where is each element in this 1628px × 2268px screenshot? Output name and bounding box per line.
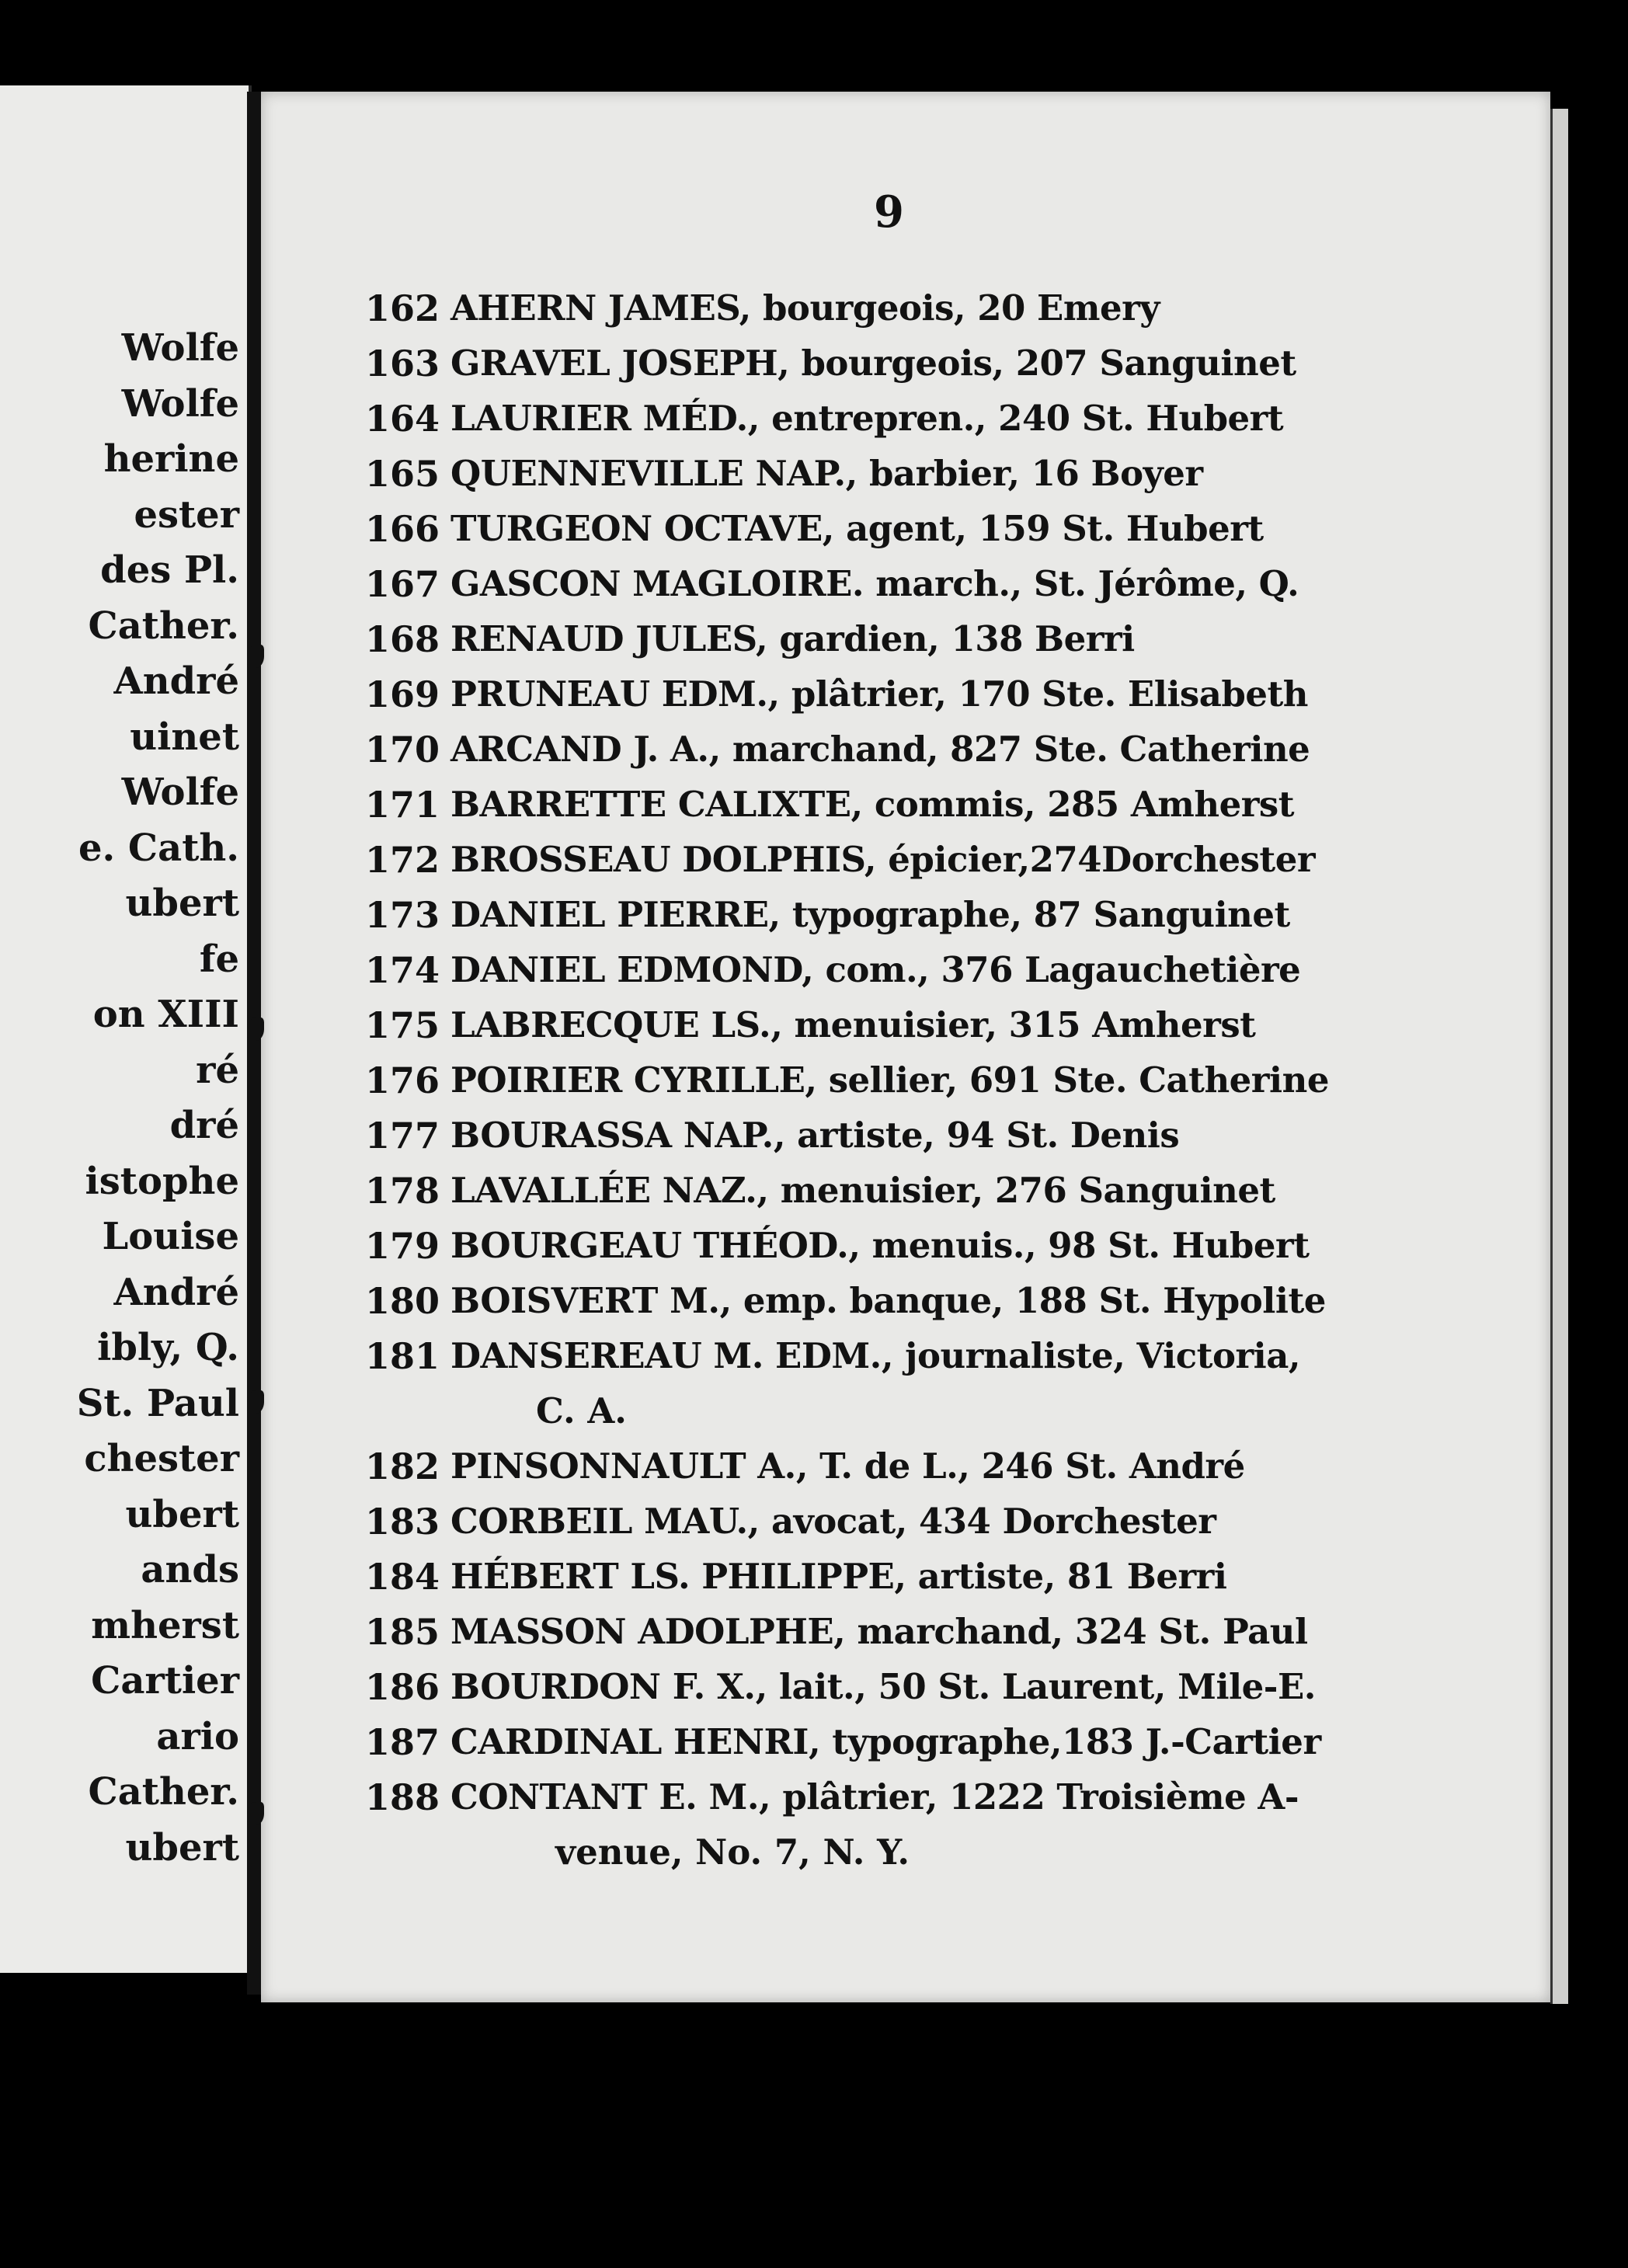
- left-page-fragment: André: [113, 1270, 239, 1314]
- margin-mark: [247, 645, 264, 668]
- page-number: 9: [874, 186, 904, 238]
- entry-number: 163: [365, 343, 440, 384]
- left-page-fragment: Wolfe: [121, 326, 239, 370]
- entry-text: QUENNEVILLE NAP., barbier, 16 Boyer: [450, 453, 1203, 494]
- entry-number: 164: [365, 398, 440, 440]
- entry-number: 165: [365, 453, 440, 495]
- entry-text: BOURDON F. X., lait., 50 St. Laurent, Mile-E.: [450, 1666, 1316, 1707]
- entry-number: 186: [365, 1666, 440, 1708]
- left-page-fragment: ario: [156, 1714, 239, 1758]
- right-page-edge: [1550, 109, 1568, 2004]
- left-page-fragment: ubert: [125, 1492, 239, 1536]
- entry-text: CARDINAL HENRI, typographe,183 J.-Cartier: [450, 1721, 1321, 1762]
- entry-text: BOURGEAU THÉOD., menuis., 98 St. Hubert: [450, 1225, 1310, 1266]
- entry-number: 185: [365, 1611, 440, 1653]
- entry-number: 188: [365, 1776, 440, 1818]
- left-page-fragment: ré: [196, 1048, 239, 1092]
- left-page-fragment: ands: [141, 1548, 239, 1591]
- left-page-fragment: istophe: [85, 1159, 239, 1203]
- entry-number: 176: [365, 1059, 440, 1101]
- entry-text: MASSON ADOLPHE, marchand, 324 St. Paul: [450, 1611, 1308, 1652]
- entry-text: POIRIER CYRILLE, sellier, 691 Ste. Catherine: [450, 1059, 1329, 1101]
- entry-number: 168: [365, 618, 440, 660]
- left-page-fragment: dré: [169, 1104, 239, 1147]
- entry-number: 180: [365, 1280, 440, 1322]
- left-page-fragment: Wolfe: [121, 381, 239, 426]
- left-page-fragment: ester: [134, 492, 239, 537]
- entry-number: 182: [365, 1445, 440, 1487]
- entry-number: 187: [365, 1721, 440, 1763]
- entry-number: 178: [365, 1170, 440, 1212]
- book-gutter: [247, 92, 261, 1995]
- entry-text: BROSSEAU DOLPHIS, épicier,274Dorchester: [450, 839, 1316, 880]
- left-page-fragment: Louise: [102, 1215, 239, 1258]
- entry-number: 175: [365, 1004, 440, 1046]
- left-page-fragment: St. Paul: [76, 1381, 239, 1425]
- left-page-fragment: chester: [84, 1437, 239, 1480]
- entry-text: RENAUD JULES, gardien, 138 Berri: [450, 618, 1135, 659]
- left-page-fragment: on XIII: [92, 993, 239, 1036]
- entry-text: PINSONNAULT A., T. de L., 246 St. André: [450, 1445, 1245, 1487]
- left-page-fragment: ubert: [125, 1825, 239, 1870]
- left-page-fragment: des Pl.: [100, 548, 239, 592]
- left-page-fragment: e. Cath.: [78, 826, 239, 870]
- entry-number: 162: [365, 287, 440, 329]
- entry-number: 173: [365, 894, 440, 936]
- entry-text: CORBEIL MAU., avocat, 434 Dorchester: [450, 1501, 1216, 1542]
- entry-text: BOURASSA NAP., artiste, 94 St. Denis: [450, 1115, 1180, 1156]
- left-page-fragment: Cather.: [88, 1770, 239, 1814]
- entry-number: 167: [365, 563, 440, 605]
- entry-text: LABRECQUE LS., menuisier, 315 Amherst: [450, 1004, 1256, 1045]
- entry-continuation: venue, No. 7, N. Y.: [555, 1831, 910, 1873]
- entry-text: LAURIER MÉD., entrepren., 240 St. Hubert: [450, 398, 1284, 439]
- entry-text: LAVALLÉE NAZ., menuisier, 276 Sanguinet: [450, 1170, 1275, 1211]
- entry-number: 171: [365, 784, 440, 826]
- left-page-fragment: Cartier: [91, 1659, 239, 1703]
- entry-text: ARCAND J. A., marchand, 827 Ste. Catherine: [450, 729, 1310, 770]
- entry-text: PRUNEAU EDM., plâtrier, 170 Ste. Elisabeth: [450, 673, 1308, 715]
- entry-number: 169: [365, 673, 440, 715]
- entry-text: BARRETTE CALIXTE, commis, 285 Amherst: [450, 784, 1295, 825]
- entry-text: DANSEREAU M. EDM., journaliste, Victoria,: [450, 1335, 1301, 1376]
- left-page-fragment: mherst: [91, 1603, 239, 1647]
- left-page-fragment: Cather.: [88, 604, 239, 648]
- entry-text: GASCON MAGLOIRE. march., St. Jérôme, Q.: [450, 563, 1299, 604]
- entry-text: HÉBERT LS. PHILIPPE, artiste, 81 Berri: [450, 1556, 1227, 1597]
- left-page-fragment: herine: [103, 437, 239, 481]
- margin-mark: [247, 1017, 264, 1041]
- entry-text: TURGEON OCTAVE, agent, 159 St. Hubert: [450, 508, 1264, 549]
- entry-number: 170: [365, 729, 440, 770]
- entry-text: DANIEL EDMOND, com., 376 Lagauchetière: [450, 949, 1301, 990]
- left-page-fragment: André: [113, 659, 239, 703]
- entry-number: 172: [365, 839, 440, 881]
- left-page-fragment: ibly, Q.: [97, 1326, 239, 1369]
- entry-text: CONTANT E. M., plâtrier, 1222 Troisième A-: [450, 1776, 1299, 1818]
- left-page-fragment: fe: [199, 937, 239, 981]
- entry-text: AHERN JAMES, bourgeois, 20 Emery: [450, 287, 1160, 329]
- entry-number: 166: [365, 508, 440, 550]
- entry-number: 181: [365, 1335, 440, 1377]
- left-page-fragment: ubert: [125, 882, 239, 925]
- left-page-fragment: Wolfe: [121, 770, 239, 814]
- entry-number: 174: [365, 949, 440, 991]
- entry-number: 179: [365, 1225, 440, 1267]
- margin-mark: [247, 1390, 264, 1414]
- entry-text: DANIEL PIERRE, typographe, 87 Sanguinet: [450, 894, 1290, 935]
- entry-text: BOISVERT M., emp. banque, 188 St. Hypolite: [450, 1280, 1326, 1321]
- left-page: [0, 85, 252, 1973]
- entry-continuation: C. A.: [536, 1390, 627, 1431]
- left-page-fragments: [0, 85, 249, 1973]
- left-page-fragment: uinet: [130, 715, 239, 759]
- margin-mark: [247, 1802, 264, 1825]
- entry-number: 177: [365, 1115, 440, 1157]
- entry-text: GRAVEL JOSEPH, bourgeois, 207 Sanguinet: [450, 343, 1296, 384]
- entry-number: 184: [365, 1556, 440, 1598]
- entry-number: 183: [365, 1501, 440, 1543]
